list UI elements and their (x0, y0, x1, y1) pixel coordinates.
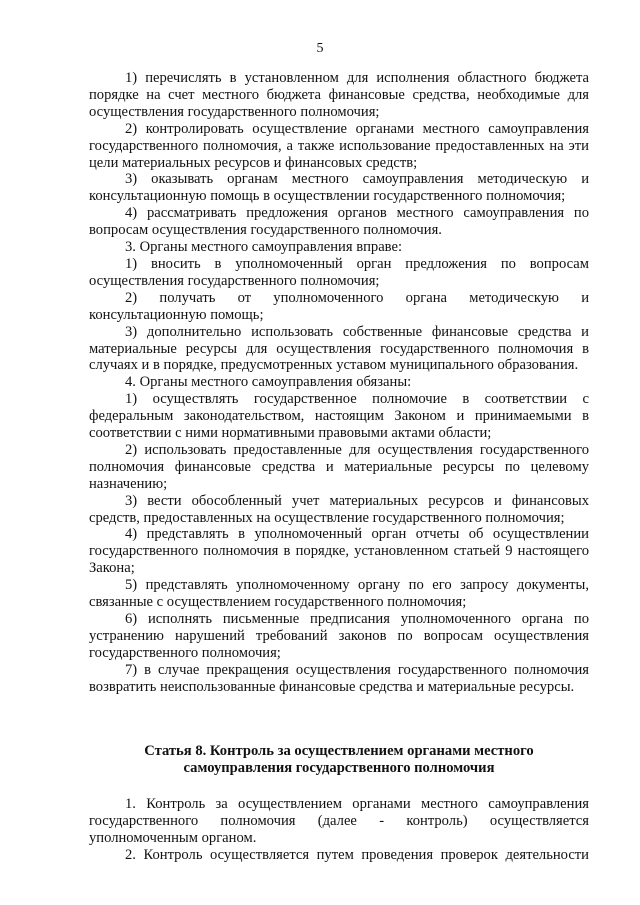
paragraph: 4. Органы местного самоуправления обязаны: (125, 374, 412, 391)
article-heading (89, 743, 589, 777)
paragraph: 7) в случае прекращения осуществления государственного полномочия возвратить неиспользованные финансовые средства и материальные ресурсы. (89, 661, 589, 695)
paragraph: 3. Органы местного самоуправления вправе: (125, 239, 403, 256)
article-body-text (89, 796, 589, 864)
paragraph: 2) использовать предоставленные для осуществления государственного полномочия финансовые средства и материальные ресурсы по целевому назначению; (89, 441, 589, 492)
paragraph: 3) оказывать органам местного самоуправления методическую и консультационную помощь в осуществлении государственного полномочия; (89, 171, 589, 205)
paragraph: 1) осуществлять государственное полномочие в соответствии с федеральным законодательством, настоящим Законом и принимаемыми в соответствии с ними нормативными правовыми актами области; (89, 391, 589, 442)
paragraph: 6) исполнять письменные предписания уполномоченного органа по устранению нарушений требований законов по вопросам осуществления государственного полномочия; (89, 611, 589, 661)
paragraph: 2. Контроль осуществляется путем проведения проверок деятельности (125, 846, 589, 863)
paragraph: 4) рассматривать предложения органов местного самоуправления по вопросам осуществления государственного полномочия. (89, 205, 589, 239)
paragraph: 3) вести обособленный учет материальных ресурсов и финансовых средств, предоставленных на осуществление государственного полномочия; (89, 492, 589, 526)
page-number: 5 (316, 41, 324, 56)
paragraph: 1) перечислять в установленном для исполнения областного бюджета порядке на счет местного бюджета финансовые средства, необходимые для осуществления государственного полномочия; (89, 70, 589, 120)
article-heading-line: Статья 8. Контроль за осуществлением органами местного (144, 743, 534, 759)
paragraph: 4) представлять в уполномоченный орган отчеты об осуществлении государственного полномочия в порядке, установленном статьей 9 настоящего Закона; (89, 526, 589, 577)
paragraph: 1) вносить в уполномоченный орган предложения по вопросам осуществления государственного полномочия; (89, 255, 589, 289)
paragraph: 3) дополнительно использовать собственные финансовые средства и материальные ресурсы для осуществления государственного полномочия в случаях и в порядке, предусмотренных уставом муниципального образования. (89, 323, 589, 374)
paragraph: 2) контролировать осуществление органами местного самоуправления государственного полномочия, а также использование предоставленных на эти цели материальных ресурсов и финансовых средств; (89, 120, 589, 171)
article-heading-line: самоуправления государственного полномочия (183, 759, 495, 776)
paragraph: 5) представлять уполномоченному органу по его запросу документы, связанные с осуществлением государственного полномочия; (89, 577, 589, 611)
paragraph: 1. Контроль за осуществлением органами местного самоуправления государственного полномочия (далее - контроль) осуществляется уполномоченным органом. (89, 796, 589, 846)
paragraph: 2) получать от уполномоченного органа методическую и консультационную помощь; (89, 289, 589, 323)
body-text (89, 70, 589, 696)
